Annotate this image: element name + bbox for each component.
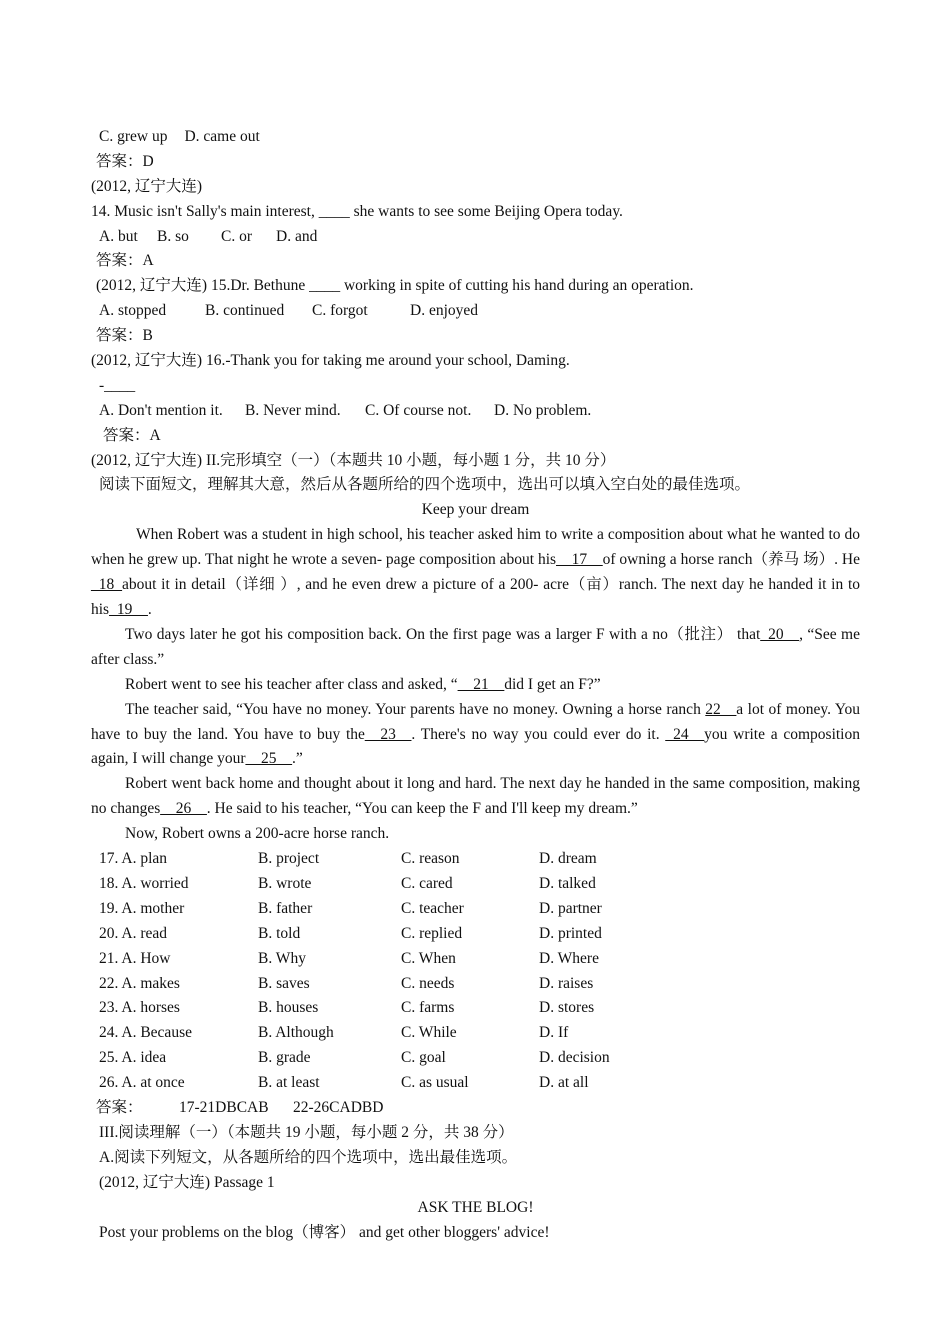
passage-paragraph-2: Two days later he got his composition back. On the first page was a larger F with a no（批注） that_20__, “See me after class.” xyxy=(91,625,860,668)
passage-paragraph-1: When Robert was a student in high school, his teacher asked him to write a composition about what he wanted to do when he grew up. That night he wrote a seven- page composition about his__17__of owning a horse ranch（养马 场）. He _18_about it in detail（详细 ）, and he even drew a picture of a 200- acre（亩）ranch. The next day he handed it in to his_19__. xyxy=(91,526,860,618)
passage-paragraph-5: Robert went back home and thought about it long and hard. The next day he handed in the same composition, making no changes__26__. He said to his teacher, “You can keep the F and I'll keep my dream.” xyxy=(91,775,860,818)
choices-table xyxy=(99,847,610,1096)
section3-instruction: A.阅读下列短文，从各题所给的四个选项中，选出最佳选项。 xyxy=(99,1148,518,1166)
q14-answer: 答案：A xyxy=(96,252,154,270)
blog-title: ASK THE BLOG! xyxy=(417,1198,534,1216)
option-a: A. Don't mention it. xyxy=(99,401,223,419)
passage-title: Keep your dream xyxy=(421,501,530,519)
q15-stem: (2012, 辽宁大连) 15.Dr. Bethune ____ working in spite of cutting his hand during an operation. xyxy=(96,277,694,295)
option-b: B. Never mind. xyxy=(245,401,341,419)
choice-row: 21. A. How B. Why C. When D. Where xyxy=(99,949,599,967)
option-a: A. stopped xyxy=(99,302,167,320)
option-d: D. came out xyxy=(184,128,260,145)
blank-23: __23__ xyxy=(364,725,412,743)
choice-row: 22. A. makes B. saves C. needs D. raises xyxy=(99,974,594,992)
q16-reply: -____ xyxy=(99,376,136,394)
choice-row: 26. A. at once B. at least C. as usual D. at all xyxy=(99,1074,589,1092)
option-a: A. but xyxy=(99,227,138,245)
blank-22: 22__ xyxy=(705,700,737,718)
q14-stem: 14. Music isn't Sally's main interest, ____ she wants to see some Beijing Opera today. xyxy=(91,202,623,220)
choice-row: 24. A. Because B. Although C. While D. If xyxy=(99,1024,569,1042)
section2-heading: (2012, 辽宁大连) II.完形填空（一）（本题共 10 小题，每小题 1 分，共 10 分） xyxy=(91,451,616,469)
blank-17: __17__ xyxy=(556,551,603,569)
q15-answer: 答案：B xyxy=(96,327,153,345)
blank-18: _18_ xyxy=(91,576,122,594)
q16-options xyxy=(91,399,860,424)
option-c: C. Of course not. xyxy=(365,401,472,419)
section2-instruction: 阅读下面短文，理解其大意，然后从各题所给的四个选项中，选出可以填入空白处的最佳选项。 xyxy=(99,476,751,494)
blank-21: __21__ xyxy=(457,675,505,693)
choice-row: 18. A. worried B. wrote C. cared D. talked xyxy=(99,874,596,892)
blog-subtitle: Post your problems on the blog（博客） and get other bloggers' advice! xyxy=(99,1223,550,1241)
q16-answer: 答案：A xyxy=(103,426,161,444)
passage1-source: (2012, 辽宁大连) Passage 1 xyxy=(99,1173,275,1191)
choice-row: 17. A. plan B. project C. reason D. dream xyxy=(99,850,597,868)
option-c: C. grew up xyxy=(99,128,168,145)
cloze-answer: 答案： 17-21DBCAB 22-26CADBD xyxy=(96,1099,384,1117)
q15-options xyxy=(91,299,860,324)
option-b: B. so xyxy=(157,227,189,245)
passage-paragraph-4: The teacher said, “You have no money. Your parents have no money. Owning a horse ranch 22__a lot of money. You have to buy the land. You have to buy the__23__. There's no way you could ever do it. _24__you write a composition again, I will change your__25__.” xyxy=(91,700,860,768)
option-d: D. No problem. xyxy=(494,401,592,419)
section3-heading: III.阅读理解（一）（本题共 19 小题，每小题 2 分，共 38 分） xyxy=(99,1123,514,1141)
q14-options xyxy=(91,225,860,250)
blank-24: _24__ xyxy=(665,725,705,743)
option-d: D. enjoyed xyxy=(410,302,479,320)
passage-paragraph-6: Now, Robert owns a 200-acre horse ranch. xyxy=(125,825,390,843)
option-d: D. and xyxy=(276,227,318,245)
blank-19: _19__ xyxy=(109,600,148,618)
choice-row: 20. A. read B. told C. replied D. printed xyxy=(99,924,602,942)
document-page xyxy=(91,125,860,1245)
option-c: C. or xyxy=(221,227,252,245)
blank-20: _20__ xyxy=(760,625,800,643)
blank-26: __26__ xyxy=(160,800,207,818)
choice-row: 19. A. mother B. father C. teacher D. partner xyxy=(99,899,602,917)
blank-25: __25__ xyxy=(245,750,293,768)
q16-stem: (2012, 辽宁大连) 16.-Thank you for taking me around your school, Daming. xyxy=(91,352,570,370)
choice-row: 23. A. horses B. houses C. farms D. stores xyxy=(99,999,595,1017)
source-label: (2012, 辽宁大连) xyxy=(91,177,203,195)
option-b: B. continued xyxy=(205,302,285,320)
q13-answer: 答案：D xyxy=(96,152,154,170)
passage-paragraph-3: Robert went to see his teacher after class and asked, “__21__did I get an F?” xyxy=(125,675,601,693)
q13-options xyxy=(91,125,860,150)
option-c: C. forgot xyxy=(312,302,368,320)
choice-row: 25. A. idea B. grade C. goal D. decision xyxy=(99,1049,610,1067)
